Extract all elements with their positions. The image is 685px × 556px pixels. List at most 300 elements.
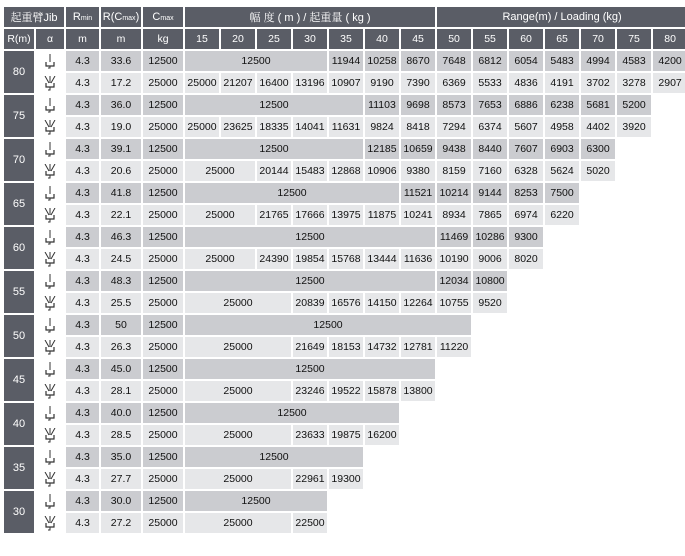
load-value: 10258 bbox=[365, 51, 399, 71]
double-fall-hook-icon bbox=[36, 472, 64, 487]
load-value: 9824 bbox=[365, 117, 399, 137]
table-row bbox=[4, 381, 685, 401]
hook-cell bbox=[36, 491, 64, 511]
load-value: 24390 bbox=[257, 249, 291, 269]
rmin-value: 4.3 bbox=[66, 315, 99, 335]
rcmax-value: 40.0 bbox=[101, 403, 141, 423]
load-value: 23633 bbox=[293, 425, 327, 445]
load-value: 11220 bbox=[437, 337, 471, 357]
cmax-value: 25000 bbox=[143, 117, 183, 137]
range-title-en: Range(m) / Loading (kg) bbox=[437, 7, 685, 27]
load-value: 12500 bbox=[185, 51, 327, 71]
table-row bbox=[4, 227, 685, 247]
load-value: 11944 bbox=[329, 51, 363, 71]
range-header: 15 bbox=[185, 29, 219, 49]
load-value: 14150 bbox=[365, 293, 399, 313]
jib-header: 起重臂Jib bbox=[4, 7, 64, 27]
jib-length: 60 bbox=[4, 227, 34, 269]
empty-cell bbox=[329, 513, 685, 533]
jib-length: 35 bbox=[4, 447, 34, 489]
load-value: 9698 bbox=[401, 95, 435, 115]
load-value: 9520 bbox=[473, 293, 507, 313]
load-value: 12500 bbox=[185, 139, 363, 159]
cmax-value: 25000 bbox=[143, 381, 183, 401]
header-row-1 bbox=[4, 7, 685, 27]
load-value: 3278 bbox=[617, 73, 651, 93]
rmin-value: 4.3 bbox=[66, 469, 99, 489]
table-row bbox=[4, 73, 685, 93]
range-header: 45 bbox=[401, 29, 435, 49]
load-value: 5020 bbox=[581, 161, 615, 181]
load-value: 6903 bbox=[545, 139, 579, 159]
load-value: 6886 bbox=[509, 95, 543, 115]
empty-cell bbox=[617, 139, 685, 159]
load-value: 12500 bbox=[185, 183, 399, 203]
load-value: 25000 bbox=[185, 293, 291, 313]
load-value: 5624 bbox=[545, 161, 579, 181]
rcmax-value: 25.5 bbox=[101, 293, 141, 313]
range-header: 80 bbox=[653, 29, 685, 49]
load-value: 8159 bbox=[437, 161, 471, 181]
load-value: 12500 bbox=[185, 227, 435, 247]
load-value: 2907 bbox=[653, 73, 685, 93]
rcmax-value: 33.6 bbox=[101, 51, 141, 71]
rcmax-value: 19.0 bbox=[101, 117, 141, 137]
cmax-value: 12500 bbox=[143, 227, 183, 247]
table-row bbox=[4, 205, 685, 225]
load-value: 8573 bbox=[437, 95, 471, 115]
load-value: 9144 bbox=[473, 183, 507, 203]
hook-cell bbox=[36, 271, 64, 291]
empty-cell bbox=[617, 161, 685, 181]
empty-cell bbox=[365, 447, 685, 467]
load-value: 3702 bbox=[581, 73, 615, 93]
cmax-value: 12500 bbox=[143, 139, 183, 159]
load-value: 12500 bbox=[185, 359, 435, 379]
load-value: 25000 bbox=[185, 205, 255, 225]
rcmax-value: 48.3 bbox=[101, 271, 141, 291]
load-value: 9438 bbox=[437, 139, 471, 159]
rmin-value: 4.3 bbox=[66, 447, 99, 467]
rcmax-value: 28.1 bbox=[101, 381, 141, 401]
rmin-value: 4.3 bbox=[66, 513, 99, 533]
hook-cell bbox=[36, 425, 64, 445]
double-fall-hook-icon bbox=[36, 516, 64, 531]
load-value: 6374 bbox=[473, 117, 507, 137]
load-value: 14041 bbox=[293, 117, 327, 137]
empty-cell bbox=[473, 315, 685, 335]
empty-cell bbox=[581, 183, 685, 203]
load-value: 23625 bbox=[221, 117, 255, 137]
rcmax-value: 46.3 bbox=[101, 227, 141, 247]
double-fall-hook-icon bbox=[36, 208, 64, 223]
jib-length: 75 bbox=[4, 95, 34, 137]
rcmax-value: 28.5 bbox=[101, 425, 141, 445]
cmax-value: 25000 bbox=[143, 73, 183, 93]
rcmax-unit: m bbox=[101, 29, 141, 49]
rcmax-value: 39.1 bbox=[101, 139, 141, 159]
rcmax-value: 30.0 bbox=[101, 491, 141, 511]
rmin-value: 4.3 bbox=[66, 117, 99, 137]
load-value: 8418 bbox=[401, 117, 435, 137]
load-value: 7653 bbox=[473, 95, 507, 115]
load-value: 9190 bbox=[365, 73, 399, 93]
rcmax-value: 35.0 bbox=[101, 447, 141, 467]
cmax-value: 12500 bbox=[143, 271, 183, 291]
load-value: 21765 bbox=[257, 205, 291, 225]
rmin-value: 4.3 bbox=[66, 51, 99, 71]
double-fall-hook-icon bbox=[36, 296, 64, 311]
load-value: 4191 bbox=[545, 73, 579, 93]
table-row bbox=[4, 271, 685, 291]
load-value: 25000 bbox=[185, 513, 291, 533]
load-value: 7390 bbox=[401, 73, 435, 93]
hook-cell bbox=[36, 403, 64, 423]
rcmax-value: 36.0 bbox=[101, 95, 141, 115]
single-fall-hook-icon bbox=[36, 450, 64, 465]
cmax-value: 12500 bbox=[143, 359, 183, 379]
load-value: 12500 bbox=[185, 491, 327, 511]
cmax-value: 25000 bbox=[143, 425, 183, 445]
table-row bbox=[4, 161, 685, 181]
rmin-value: 4.3 bbox=[66, 139, 99, 159]
load-value: 8670 bbox=[401, 51, 435, 71]
rcmax-header bbox=[101, 7, 141, 27]
table-row bbox=[4, 491, 685, 511]
empty-cell bbox=[653, 117, 685, 137]
load-value: 25000 bbox=[185, 425, 291, 445]
rcmax-sub: max bbox=[122, 15, 136, 22]
load-value: 10190 bbox=[437, 249, 471, 269]
load-value: 11469 bbox=[437, 227, 471, 247]
load-value: 5200 bbox=[617, 95, 651, 115]
table-row bbox=[4, 403, 685, 423]
range-header: 20 bbox=[221, 29, 255, 49]
load-value: 12868 bbox=[329, 161, 363, 181]
load-value: 12781 bbox=[401, 337, 435, 357]
load-value: 7648 bbox=[437, 51, 471, 71]
load-value: 8934 bbox=[437, 205, 471, 225]
single-fall-hook-icon bbox=[36, 142, 64, 157]
load-value: 5607 bbox=[509, 117, 543, 137]
jib-length: 40 bbox=[4, 403, 34, 445]
load-value: 21207 bbox=[221, 73, 255, 93]
cmax-value: 12500 bbox=[143, 95, 183, 115]
load-value: 25000 bbox=[185, 469, 291, 489]
cmax-value: 25000 bbox=[143, 205, 183, 225]
table-row bbox=[4, 337, 685, 357]
hook-cell bbox=[36, 359, 64, 379]
load-value: 5483 bbox=[545, 51, 579, 71]
empty-cell bbox=[437, 359, 685, 379]
load-value: 25000 bbox=[185, 337, 291, 357]
load-value: 19300 bbox=[329, 469, 363, 489]
load-value: 12500 bbox=[185, 403, 399, 423]
load-value: 9300 bbox=[509, 227, 543, 247]
double-fall-hook-icon bbox=[36, 340, 64, 355]
load-chart-table bbox=[2, 5, 685, 535]
rmin-value: 4.3 bbox=[66, 425, 99, 445]
rmin-sub: min bbox=[80, 15, 93, 22]
table-row bbox=[4, 117, 685, 137]
load-value: 4958 bbox=[545, 117, 579, 137]
cmax-value: 12500 bbox=[143, 447, 183, 467]
load-value: 10755 bbox=[437, 293, 471, 313]
alpha-header: α bbox=[36, 29, 64, 49]
load-value: 19522 bbox=[329, 381, 363, 401]
rcmax-label: R(C bbox=[102, 11, 123, 23]
cmax-value: 25000 bbox=[143, 469, 183, 489]
load-value: 12264 bbox=[401, 293, 435, 313]
single-fall-hook-icon bbox=[36, 318, 64, 333]
load-value: 25000 bbox=[185, 73, 219, 93]
load-value: 13196 bbox=[293, 73, 327, 93]
load-value: 22500 bbox=[293, 513, 327, 533]
table-row bbox=[4, 315, 685, 335]
rcmax-value: 45.0 bbox=[101, 359, 141, 379]
single-fall-hook-icon bbox=[36, 54, 64, 69]
cmax-value: 12500 bbox=[143, 183, 183, 203]
load-value: 12500 bbox=[185, 315, 471, 335]
hook-cell bbox=[36, 51, 64, 71]
range-header: 25 bbox=[257, 29, 291, 49]
cmax-value: 25000 bbox=[143, 161, 183, 181]
range-header: 50 bbox=[437, 29, 471, 49]
table-row bbox=[4, 425, 685, 445]
double-fall-hook-icon bbox=[36, 428, 64, 443]
cmax-value: 12500 bbox=[143, 403, 183, 423]
rmin-value: 4.3 bbox=[66, 381, 99, 401]
rcmax-value: 41.8 bbox=[101, 183, 141, 203]
load-value: 6238 bbox=[545, 95, 579, 115]
double-fall-hook-icon bbox=[36, 384, 64, 399]
single-fall-hook-icon bbox=[36, 98, 64, 113]
load-value: 23246 bbox=[293, 381, 327, 401]
cmax-value: 25000 bbox=[143, 249, 183, 269]
empty-cell bbox=[545, 249, 685, 269]
load-value: 10659 bbox=[401, 139, 435, 159]
rcmax-value: 26.3 bbox=[101, 337, 141, 357]
load-value: 9006 bbox=[473, 249, 507, 269]
load-value: 5681 bbox=[581, 95, 615, 115]
load-value: 12034 bbox=[437, 271, 471, 291]
rmin-value: 4.3 bbox=[66, 73, 99, 93]
jib-length: 70 bbox=[4, 139, 34, 181]
load-value: 6300 bbox=[581, 139, 615, 159]
load-value: 10214 bbox=[437, 183, 471, 203]
load-value: 11636 bbox=[401, 249, 435, 269]
rcmax-value: 17.2 bbox=[101, 73, 141, 93]
table-row bbox=[4, 469, 685, 489]
load-value: 13444 bbox=[365, 249, 399, 269]
double-fall-hook-icon bbox=[36, 164, 64, 179]
load-value: 25000 bbox=[185, 249, 255, 269]
rcmax-value: 22.1 bbox=[101, 205, 141, 225]
double-fall-hook-icon bbox=[36, 76, 64, 91]
load-value: 13800 bbox=[401, 381, 435, 401]
load-value: 12500 bbox=[185, 271, 435, 291]
load-value: 4200 bbox=[653, 51, 685, 71]
hook-cell bbox=[36, 73, 64, 93]
load-value: 10907 bbox=[329, 73, 363, 93]
load-value: 15768 bbox=[329, 249, 363, 269]
rmin-value: 4.3 bbox=[66, 183, 99, 203]
empty-cell bbox=[509, 271, 685, 291]
load-value: 12185 bbox=[365, 139, 399, 159]
rmin-value: 4.3 bbox=[66, 161, 99, 181]
rmin-header bbox=[66, 7, 99, 27]
empty-cell bbox=[473, 337, 685, 357]
rmin-value: 4.3 bbox=[66, 491, 99, 511]
hook-cell bbox=[36, 227, 64, 247]
rmin-value: 4.3 bbox=[66, 205, 99, 225]
empty-cell bbox=[437, 381, 685, 401]
load-value: 12500 bbox=[185, 95, 363, 115]
hook-cell bbox=[36, 293, 64, 313]
rmin-value: 4.3 bbox=[66, 227, 99, 247]
hook-cell bbox=[36, 161, 64, 181]
hook-cell bbox=[36, 315, 64, 335]
load-value: 7607 bbox=[509, 139, 543, 159]
empty-cell bbox=[545, 227, 685, 247]
load-value: 10286 bbox=[473, 227, 507, 247]
load-value: 11103 bbox=[365, 95, 399, 115]
load-value: 6974 bbox=[509, 205, 543, 225]
hook-cell bbox=[36, 337, 64, 357]
hook-cell bbox=[36, 381, 64, 401]
single-fall-hook-icon bbox=[36, 406, 64, 421]
cmax-value: 25000 bbox=[143, 293, 183, 313]
empty-cell bbox=[329, 491, 685, 511]
load-value: 18335 bbox=[257, 117, 291, 137]
load-value: 20144 bbox=[257, 161, 291, 181]
load-value: 4994 bbox=[581, 51, 615, 71]
load-value: 25000 bbox=[185, 161, 255, 181]
double-fall-hook-icon bbox=[36, 120, 64, 135]
range-header: 35 bbox=[329, 29, 363, 49]
load-value: 17666 bbox=[293, 205, 327, 225]
table-row bbox=[4, 183, 685, 203]
load-value: 16400 bbox=[257, 73, 291, 93]
rcmax-value: 24.5 bbox=[101, 249, 141, 269]
rmin-value: 4.3 bbox=[66, 271, 99, 291]
load-value: 3920 bbox=[617, 117, 651, 137]
load-value: 8440 bbox=[473, 139, 507, 159]
range-header: 40 bbox=[365, 29, 399, 49]
hook-cell bbox=[36, 205, 64, 225]
rmin-value: 4.3 bbox=[66, 249, 99, 269]
rcmax-value: 27.2 bbox=[101, 513, 141, 533]
load-value: 15483 bbox=[293, 161, 327, 181]
cmax-value: 12500 bbox=[143, 51, 183, 71]
load-value: 16200 bbox=[365, 425, 399, 445]
rmin-value: 4.3 bbox=[66, 95, 99, 115]
load-value: 7500 bbox=[545, 183, 579, 203]
load-value: 6054 bbox=[509, 51, 543, 71]
jib-length: 50 bbox=[4, 315, 34, 357]
load-value: 10241 bbox=[401, 205, 435, 225]
table-row bbox=[4, 359, 685, 379]
hook-cell bbox=[36, 139, 64, 159]
jib-length: 65 bbox=[4, 183, 34, 225]
single-fall-hook-icon bbox=[36, 362, 64, 377]
rcmax-value: 20.6 bbox=[101, 161, 141, 181]
rm-header: R(m) bbox=[4, 29, 34, 49]
hook-cell bbox=[36, 513, 64, 533]
range-header: 70 bbox=[581, 29, 615, 49]
load-value: 4583 bbox=[617, 51, 651, 71]
rcmax-close: ) bbox=[135, 11, 140, 23]
rmin-value: 4.3 bbox=[66, 293, 99, 313]
cmax-label: C bbox=[152, 11, 161, 23]
rcmax-value: 27.7 bbox=[101, 469, 141, 489]
load-value: 12500 bbox=[185, 447, 363, 467]
load-value: 7160 bbox=[473, 161, 507, 181]
table-row bbox=[4, 513, 685, 533]
range-header: 65 bbox=[545, 29, 579, 49]
load-value: 6220 bbox=[545, 205, 579, 225]
load-value: 8020 bbox=[509, 249, 543, 269]
cmax-value: 25000 bbox=[143, 337, 183, 357]
range-header: 60 bbox=[509, 29, 543, 49]
range-header: 30 bbox=[293, 29, 327, 49]
rmin-value: 4.3 bbox=[66, 359, 99, 379]
load-value: 6328 bbox=[509, 161, 543, 181]
rmin-unit: m bbox=[66, 29, 99, 49]
empty-cell bbox=[365, 469, 685, 489]
single-fall-hook-icon bbox=[36, 274, 64, 289]
hook-cell bbox=[36, 95, 64, 115]
rmin-value: 4.3 bbox=[66, 337, 99, 357]
load-value: 18153 bbox=[329, 337, 363, 357]
empty-cell bbox=[401, 425, 685, 445]
load-value: 7865 bbox=[473, 205, 507, 225]
table-row bbox=[4, 95, 685, 115]
table-row bbox=[4, 51, 685, 71]
load-value: 16576 bbox=[329, 293, 363, 313]
hook-cell bbox=[36, 117, 64, 137]
load-value: 11631 bbox=[329, 117, 363, 137]
single-fall-hook-icon bbox=[36, 186, 64, 201]
cmax-unit: kg bbox=[143, 29, 183, 49]
rmin-label: R bbox=[72, 11, 81, 23]
load-value: 21649 bbox=[293, 337, 327, 357]
jib-length: 80 bbox=[4, 51, 34, 93]
load-value: 6812 bbox=[473, 51, 507, 71]
cmax-value: 12500 bbox=[143, 315, 183, 335]
cmax-header bbox=[143, 7, 183, 27]
header-row-2 bbox=[4, 29, 685, 49]
load-value: 4836 bbox=[509, 73, 543, 93]
rmin-value: 4.3 bbox=[66, 403, 99, 423]
load-value: 15878 bbox=[365, 381, 399, 401]
range-header: 75 bbox=[617, 29, 651, 49]
range-title-cn: 幅 度 ( m ) / 起重量 ( kg ) bbox=[185, 7, 435, 27]
cmax-value: 12500 bbox=[143, 491, 183, 511]
empty-cell bbox=[581, 205, 685, 225]
hook-cell bbox=[36, 469, 64, 489]
load-value: 13975 bbox=[329, 205, 363, 225]
load-value: 14732 bbox=[365, 337, 399, 357]
load-value: 10906 bbox=[365, 161, 399, 181]
load-value: 20839 bbox=[293, 293, 327, 313]
table-row bbox=[4, 447, 685, 467]
single-fall-hook-icon bbox=[36, 494, 64, 509]
cmax-sub: max bbox=[160, 15, 174, 22]
jib-length: 55 bbox=[4, 271, 34, 313]
load-value: 11875 bbox=[365, 205, 399, 225]
jib-length: 30 bbox=[4, 491, 34, 533]
